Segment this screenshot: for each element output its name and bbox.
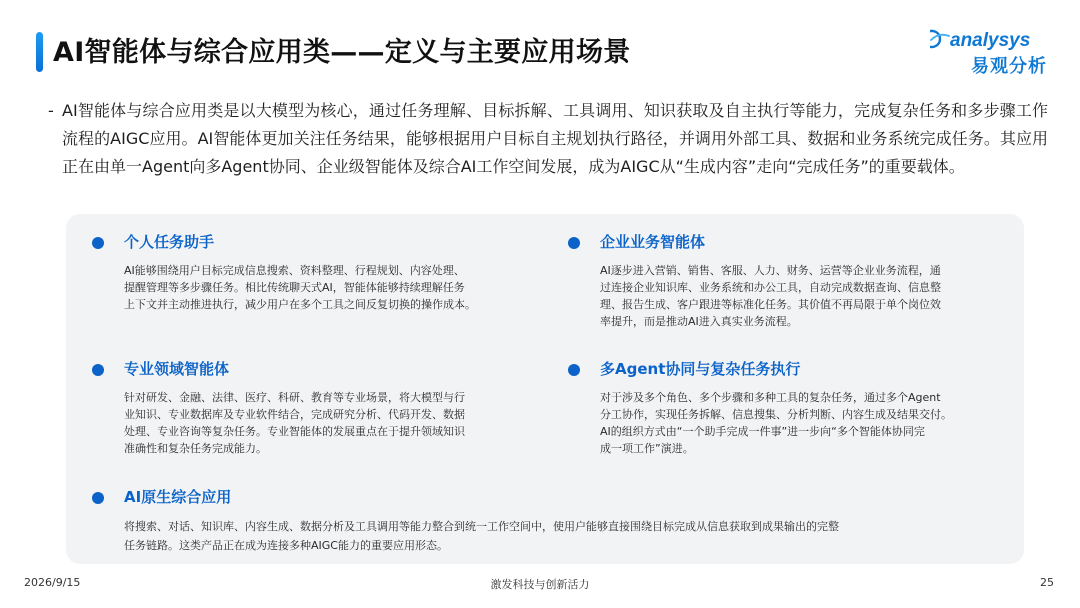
intro-paragraph <box>48 97 1048 181</box>
card-line: 准确性和复杂任务完成能力。 <box>124 442 267 455</box>
analysys-logo-mark <box>930 27 1048 51</box>
card-line: AI的组织方式由“一个助手完成一件事”进一步向“多个智能体协同完 <box>600 425 925 438</box>
logo-wordmark: analysys <box>950 30 1031 51</box>
logo-chinese-name: 易观分析 <box>971 56 1047 77</box>
card-line: 上下文并主动推进执行，减少用户在多个工具之间反复切换的操作成本。 <box>124 298 476 311</box>
card-description <box>124 262 522 313</box>
bullet-dot-icon <box>568 364 580 376</box>
card-description <box>124 517 1002 555</box>
analysys-logo <box>930 27 1048 78</box>
scenario-panel <box>66 214 1024 564</box>
page-number: 25 <box>1040 576 1054 589</box>
card-line: 任务链路。这类产品正在成为连接多种AIGC能力的重要应用形态。 <box>124 539 448 552</box>
bullet-dot-icon <box>92 364 104 376</box>
card-line: 过连接企业知识库、业务系统和办公工具，自动完成数据查询、信息整 <box>600 281 941 294</box>
footer-date: 2026/9/15 <box>24 576 81 589</box>
card-description <box>124 389 522 457</box>
card-multi-agent <box>568 358 998 457</box>
card-line: 将搜索、对话、知识库、内容生成、数据分析及工具调用等能力整合到统一工作空间中，使用户能够直接围绕目标完成从信息获取到成果输出的完整 <box>124 520 839 533</box>
card-line: AI能够围绕用户目标完成信息搜索、资料整理、行程规划、内容处理、 <box>124 264 465 277</box>
bullet-dot-icon <box>92 492 104 504</box>
bullet-dot-icon <box>92 237 104 249</box>
card-title: 企业业务智能体 <box>600 233 706 251</box>
page-title: AI智能体与综合应用类——定义与主要应用场景 <box>53 37 631 68</box>
bullet-dot-icon <box>568 237 580 249</box>
card-line: 理、报告生成、客户跟进等标准化任务。其价值不再局限于单个岗位效 <box>600 298 941 311</box>
card-personal-assistant <box>92 231 522 313</box>
footer-slogan: 激发科技与创新活力 <box>490 578 590 591</box>
card-ai-native-app <box>92 486 1002 555</box>
card-line: 对于涉及多个角色、多个步骤和多种工具的复杂任务，通过多个Agent <box>600 391 941 404</box>
title-accent-bar <box>36 32 43 72</box>
card-line: 业知识、专业数据库及专业软件结合，完成研究分析、代码开发、数据 <box>124 408 465 421</box>
intro-text: AI智能体与综合应用类是以大模型为核心，通过任务理解、目标拆解、工具调用、知识获取及自主执行等能力，完成复杂任务和多步骤工作流程的AIGC应用。AI智能体更加关注任务结果，能够根据用户目标自主规划执行路径，并调用外部工具、数据和业务系统完成任务。其应用正在由单一Agent向多Agent协同、企业级智能体及综合AI工作空间发展，成为AIGC从“生成内容”走向“完成任务”的重要载体。 <box>62 101 1048 176</box>
card-enterprise-agent <box>568 231 998 330</box>
card-title: 多Agent协同与复杂任务执行 <box>600 360 801 378</box>
card-title: AI原生综合应用 <box>124 488 232 506</box>
card-line: 处理、专业咨询等复杂任务。专业智能体的发展重点在于提升领域知识 <box>124 425 465 438</box>
card-line: 成一项工作”演进。 <box>600 442 694 455</box>
card-line: 分工协作，实现任务拆解、信息搜集、分析判断、内容生成及结果交付。 <box>600 408 952 421</box>
card-line: 针对研发、金融、法律、医疗、科研、教育等专业场景，将大模型与行 <box>124 391 465 404</box>
card-title: 个人任务助手 <box>124 233 215 251</box>
card-description <box>600 262 998 330</box>
card-line: 率提升，而是推动AI进入真实业务流程。 <box>600 315 798 328</box>
card-line: AI逐步进入营销、销售、客服、人力、财务、运营等企业业务流程，通 <box>600 264 941 277</box>
card-line: 提醒管理等多步骤任务。相比传统聊天式AI，智能体能够持续理解任务 <box>124 281 465 294</box>
card-domain-agent <box>92 358 522 457</box>
intro-bullet: - <box>48 101 54 120</box>
card-title: 专业领域智能体 <box>124 360 230 378</box>
card-description <box>600 389 998 457</box>
